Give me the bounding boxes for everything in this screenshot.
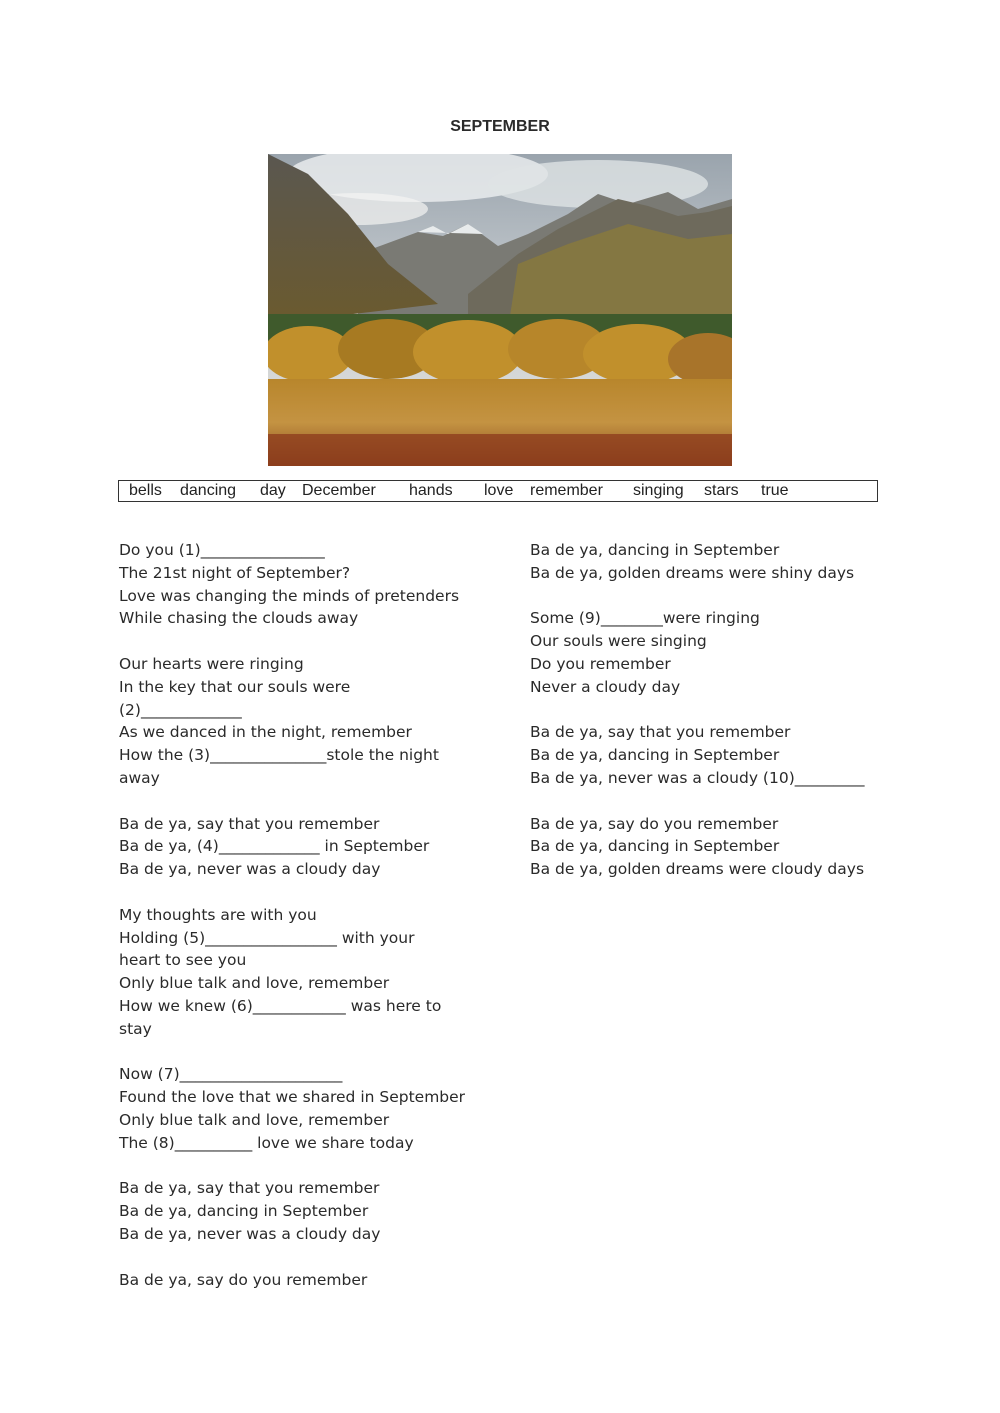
lyric-line: Ba de ya, never was a cloudy day xyxy=(119,860,381,879)
lyric-line: Ba de ya, dancing in September xyxy=(530,837,780,856)
lyric-line: Ba de ya, say do you remember xyxy=(530,814,779,833)
lyric-line: Ba de ya, say that you remember xyxy=(119,814,380,833)
lyric-line: Only blue talk and love, remember xyxy=(119,1110,390,1129)
word-bank-item: hands xyxy=(409,482,453,499)
lyric-line: Ba de ya, never was a cloudy (10)_________ xyxy=(530,768,865,787)
lyrics-right-column xyxy=(530,539,890,881)
stanza-gap xyxy=(119,1041,484,1064)
stanza-gap xyxy=(119,1246,484,1269)
lyric-line: Our hearts were ringing xyxy=(119,654,304,673)
lyric-line: Do you remember xyxy=(530,654,671,673)
stanza-gap xyxy=(119,881,484,904)
lyric-line: How the (3)_______________stole the night xyxy=(119,746,439,765)
lyric-line: While chasing the clouds away xyxy=(119,609,359,628)
lyric-line: Ba de ya, golden dreams were cloudy days xyxy=(530,860,865,879)
lyric-line: The (8)__________ love we share today xyxy=(119,1133,414,1152)
lyric-line: Ba de ya, never was a cloudy day xyxy=(119,1224,381,1243)
lyric-line: How we knew (6)____________ was here to xyxy=(119,996,442,1015)
lyric-line: away xyxy=(119,768,160,787)
word-bank-item: December xyxy=(302,482,376,499)
lyric-line: Ba de ya, dancing in September xyxy=(530,541,780,559)
lyric-line: (2)_____________ xyxy=(119,700,242,719)
stanza-gap xyxy=(530,585,890,608)
word-bank-item: dancing xyxy=(180,482,237,499)
stanza-gap xyxy=(119,630,484,653)
lyric-line: heart to see you xyxy=(119,951,247,970)
lyric-line: Found the love that we shared in September xyxy=(119,1088,466,1107)
stanza-gap xyxy=(530,699,890,722)
word-bank-item: remember xyxy=(530,482,603,499)
lyric-line: Do you (1)________________ xyxy=(119,541,325,559)
lyric-line: Ba de ya, golden dreams were shiny days xyxy=(530,563,855,582)
stanza-gap xyxy=(119,790,484,813)
lyric-line: Now (7)_____________________ xyxy=(119,1065,343,1084)
lyric-line: As we danced in the night, remember xyxy=(119,723,412,742)
page-title: SEPTEMBER xyxy=(450,118,550,135)
lyrics-left-column xyxy=(119,539,484,1291)
lyric-line: Ba de ya, dancing in September xyxy=(119,1202,369,1221)
lyric-line: My thoughts are with you xyxy=(119,905,317,924)
lyric-line: stay xyxy=(119,1019,152,1038)
lyric-line: Never a cloudy day xyxy=(530,677,681,696)
lyric-line: Only blue talk and love, remember xyxy=(119,974,390,993)
stanza-gap xyxy=(119,1155,484,1178)
word-bank-item: singing xyxy=(633,482,684,499)
lyric-line: Ba de ya, say that you remember xyxy=(119,1179,380,1198)
landscape-photo xyxy=(268,154,732,466)
lyric-line: Ba de ya, say do you remember xyxy=(119,1270,368,1289)
lyric-line: In the key that our souls were xyxy=(119,677,351,696)
lyric-line: Ba de ya, dancing in September xyxy=(530,746,780,765)
lyric-line: Ba de ya, (4)_____________ in September xyxy=(119,837,430,856)
word-bank-item: stars xyxy=(704,482,739,499)
lyric-line: Ba de ya, say that you remember xyxy=(530,723,791,742)
lyric-line: Love was changing the minds of pretenders xyxy=(119,586,460,605)
stanza-gap xyxy=(530,790,890,813)
word-bank-item: love xyxy=(484,482,514,499)
lyric-line: Some (9)________were ringing xyxy=(530,609,760,628)
word-bank-item: bells xyxy=(129,482,162,499)
word-bank xyxy=(118,480,878,502)
lyric-line: Our souls were singing xyxy=(530,632,707,651)
word-bank-item: day xyxy=(260,482,286,499)
lyric-line: The 21st night of September? xyxy=(119,563,351,582)
word-bank-item: true xyxy=(761,482,789,499)
lyric-line: Holding (5)_________________ with your xyxy=(119,928,415,947)
